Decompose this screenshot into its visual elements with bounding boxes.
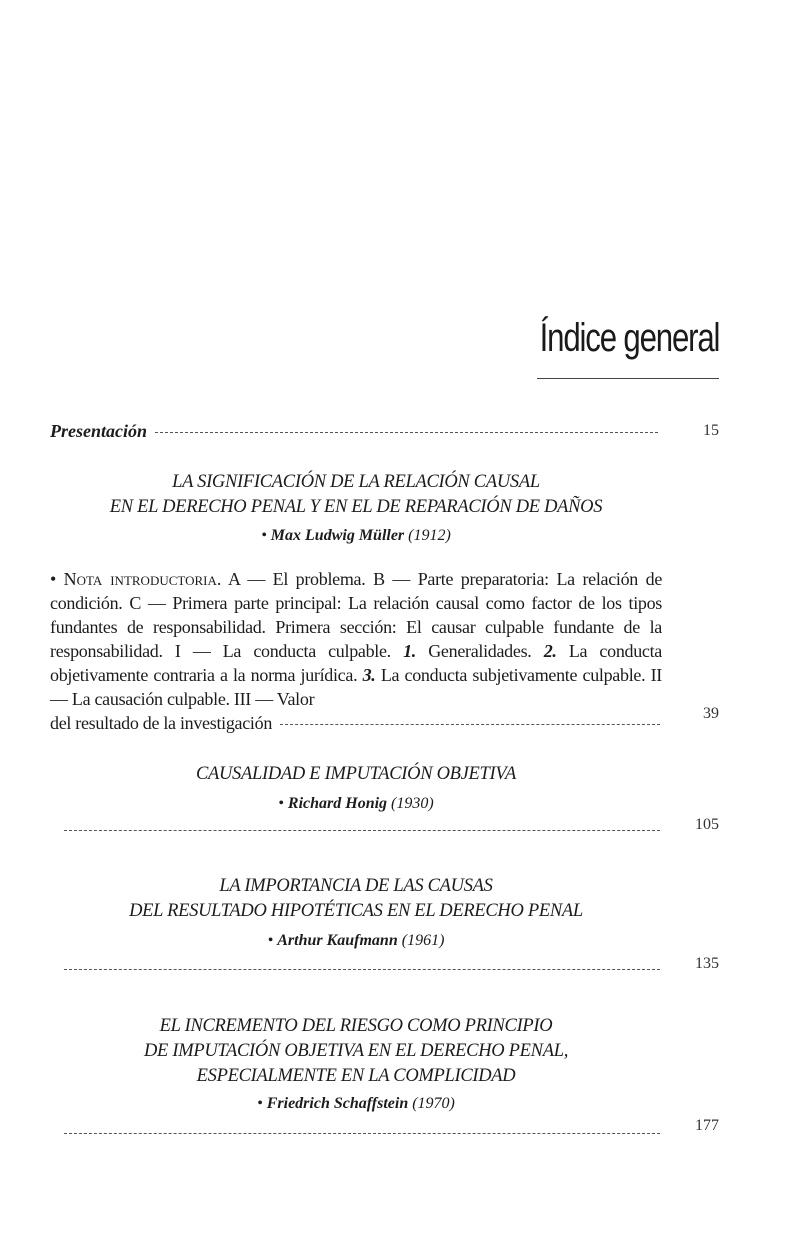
author-name: Arthur Kaufmann [277,932,398,949]
page-number: 135 [695,955,719,972]
section-title [50,762,662,787]
contents-num-1: 1. [403,641,417,661]
section-title-line: LA SIGNIFICACIÓN DE LA RELACIÓN CAUSAL [172,472,540,492]
dot-leader [64,830,660,831]
contents-b: B — Parte preparatoria: La relación de condición. [50,569,663,613]
toc-heading [489,318,719,358]
nota-introductoria: Nota introductoria. [63,569,222,589]
heading-underline [537,378,719,379]
section-author [50,1095,662,1113]
section-title-line: CAUSALIDAD E IMPUTACIÓN OBJETIVA [195,764,517,784]
contents-ii: II — La causación culpable. [50,665,662,709]
toc-heading-text: Índice general [539,316,719,360]
contents-c: C — Primera parte principal: La relación causal como factor de los tipos fundantes de responsabilidad. [50,593,663,637]
author-year: (1970) [412,1095,455,1112]
entry-label: Presentación [50,421,147,441]
section-title-line: LA IMPORTANCIA DE LAS CAUSAS [219,876,493,896]
author-bullet: • [267,932,274,949]
page-number: 39 [703,705,719,722]
author-bullet: • [261,527,267,544]
dot-leader [64,1133,660,1134]
contents-bullet: • [50,569,57,589]
section-title-line: DE IMPUTACIÓN OBJETIVA EN EL DERECHO PENAL, [143,1041,569,1061]
author-year: (1912) [408,527,451,544]
contents-iii-end: del resultado de la investigación [50,713,273,733]
section-title-line: EL INCREMENTO DEL RIESGO COMO PRINCIPIO [159,1016,553,1036]
author-bullet: • [257,1095,263,1112]
contents-last-line [50,711,662,735]
contents-num-2: 2. [543,641,557,661]
section-title-line: ESPECIALMENTE EN LA COMPLICIDAD [196,1066,516,1086]
section-title [50,874,662,924]
dot-leader [64,969,660,970]
section-title [50,1014,662,1089]
contents-i: I — La conducta culpable. [174,641,391,661]
contents-num-3: 3. [362,665,376,685]
dot-leader [155,432,658,433]
section-author [50,932,662,950]
section-author [50,527,662,545]
contents-primera-seccion: Primera sección: El causar culpable fundante de la responsabilidad. [50,617,662,661]
author-year: (1930) [391,795,434,812]
contents-objetivamente: La conducta objetivamente contraria a la norma jurídica. [50,641,662,685]
author-year: (1961) [401,932,445,949]
page-number: 15 [703,422,719,439]
page-number: 105 [695,816,719,833]
dot-leader [280,724,660,725]
contents-a: A — El problema. [228,569,366,589]
contents-iii: III — Valor [233,689,315,709]
section-title-line: DEL RESULTADO HIPOTÉTICAS EN EL DERECHO PENAL [129,901,583,921]
author-name: Max Ludwig Müller [270,527,405,544]
section-author [50,795,662,813]
section-title [50,470,662,520]
contents-generalidades: Generalidades. [428,641,532,661]
section-contents-paragraph[interactable] [50,567,662,735]
page-number: 177 [695,1117,719,1134]
contents-subjetivamente: La conducta subjetivamente culpable. [380,665,646,685]
section-title-line: EN EL DERECHO PENAL Y EN EL DE REPARACIÓN DE DAÑOS [109,497,603,517]
author-name: Richard Honig [287,795,388,812]
toc-entry-presentacion[interactable] [50,420,660,442]
author-name: Friedrich Schaffstein [266,1095,409,1112]
author-bullet: • [278,795,284,812]
